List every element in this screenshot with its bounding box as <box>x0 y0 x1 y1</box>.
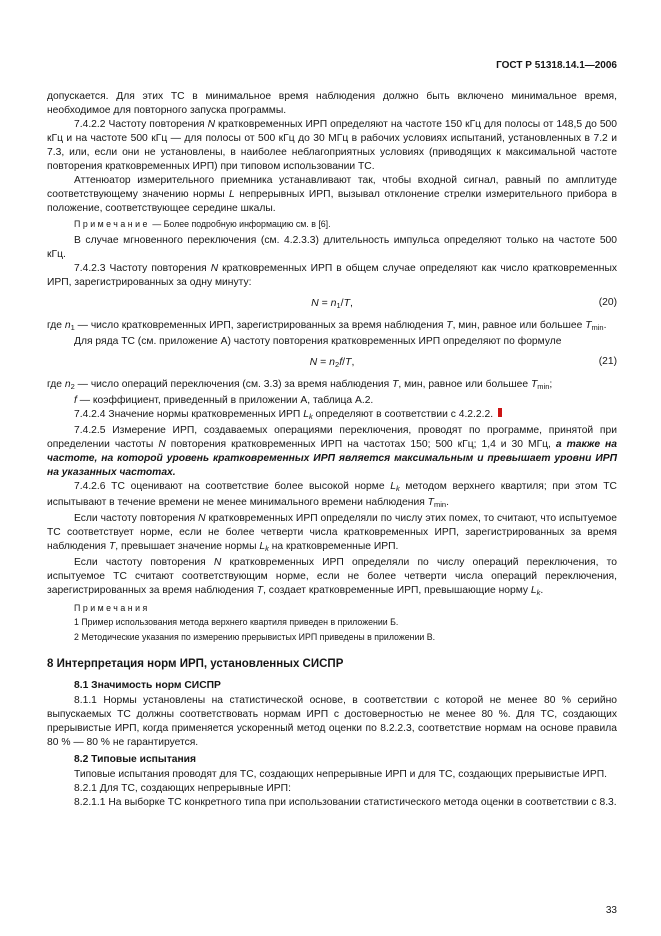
text-run: T <box>585 319 592 331</box>
text-run: / <box>342 355 346 368</box>
paragraph <box>47 796 617 810</box>
text-run: , создает кратковременные ИРП, превышающие норму <box>263 584 531 596</box>
text-run: , <box>351 355 355 368</box>
paragraph <box>47 512 617 556</box>
text-run: T <box>446 319 453 331</box>
text-run: 8.2 Типовые испытания <box>74 754 197 765</box>
text-run: 8.1 Значимость норм СИСПР <box>74 680 221 691</box>
text-run: 1 <box>70 322 75 332</box>
text-run: кратковременных ИРП в общем случае определяют как число кратковременных ИРП, зарегистрированных за одну минуту: <box>47 262 617 288</box>
subsection-heading <box>47 679 617 693</box>
paragraph <box>47 480 617 512</box>
text-run: где <box>47 378 65 390</box>
text-run: методом верхнего квартиля; при этом ТС испытывают в течение времени не менее минимального времени наблюдения <box>47 480 617 508</box>
document-body <box>47 90 617 810</box>
text-run: . <box>603 319 607 331</box>
text-run: n <box>64 319 71 331</box>
text-run: на кратковременные ИРП. <box>268 540 399 552</box>
page-number: 33 <box>605 905 617 916</box>
formula-number: (21) <box>598 355 617 367</box>
text-run: k <box>308 411 313 421</box>
text-run: . <box>540 584 544 596</box>
text-run: T <box>108 540 116 552</box>
text-run: 1 Пример использования метода верхнего квартиля приведен в приложении Б. <box>74 617 399 627</box>
text-run: 2 <box>335 359 340 369</box>
text-run: 7.4.2.6 ТС оценивают на соответствие более высокой норме <box>74 480 391 492</box>
text-run: T <box>345 355 352 368</box>
paragraph <box>47 335 617 349</box>
text-run: Если частоту повторения <box>74 556 214 568</box>
subsection-heading <box>47 753 617 767</box>
text-run: где <box>47 319 65 331</box>
text-run: 8.2.1 Для ТС, создающих непрерывные ИРП: <box>74 783 291 794</box>
text-run: — Более подробную информацию см. в [6]. <box>149 219 331 229</box>
change-marker-icon <box>498 408 502 417</box>
paragraph <box>47 118 617 174</box>
formula <box>47 296 617 313</box>
text-run: 7.4.2.5 Измерение ИРП, создаваемых операциями переключения, проводят по программе, принятой при определении частоты <box>47 424 617 450</box>
text-run: Аттенюатор измерительного приемника устанавливают так, чтобы входной сигнал, равный по амплитуде соответствующему значению нормы <box>47 175 617 200</box>
text-run: Типовые испытания проводят для ТС, создающих непрерывные ИРП и для ТС, создающих прерывистые ИРП. <box>74 769 608 780</box>
paragraph <box>47 262 617 290</box>
text-run: 8.2.1.1 На выборке ТС конкретного типа при использовании статистического метода оценки в соответствии с 8.3. <box>74 797 617 808</box>
text-run: 8 Интерпретация норм ИРП, установленных СИСПР <box>47 658 344 670</box>
text-run: Для ряда ТС (см. приложение А) частоту повторения кратковременных ИРП определяют по формуле <box>74 335 562 347</box>
text-run: N <box>210 262 219 274</box>
text-run: T <box>427 496 434 508</box>
formula <box>47 355 617 372</box>
text-run: L <box>259 540 266 552</box>
text-run: кратковременных ИРП определяли по числу этих помех, то считают, что испытуемое ТС соответствует норме, если не более четверти числа кратковременных ИРП, зарегистрированных за время наблюдения <box>47 512 618 552</box>
text-run: L <box>229 189 235 200</box>
paragraph <box>47 394 617 408</box>
text-run: В случае мгновенного переключения (см. 4.2.3.3) длительность импульса определяют только на частоте 500 кГц. <box>47 234 617 260</box>
text-run: — число кратковременных ИРП, зарегистрированных за время наблюдения <box>74 319 447 331</box>
text-run: ; <box>549 378 553 390</box>
text-run: k <box>395 483 400 493</box>
paragraph <box>47 408 617 424</box>
text-run: T <box>392 378 399 390</box>
text-run: L <box>390 480 396 492</box>
text-run: — коэффициент, приведенный в приложении А, таблица А.2. <box>76 394 374 406</box>
text-run: = <box>318 296 331 309</box>
formula-expression <box>310 356 355 368</box>
text-run: k <box>536 587 541 597</box>
text-run: Примечание <box>74 219 150 229</box>
section-heading <box>47 657 617 671</box>
definition-paragraph <box>47 378 617 394</box>
text-run: . <box>446 496 449 508</box>
text-run: 7.4.2.3 Частоту повторения <box>74 262 211 274</box>
document-content <box>47 60 617 810</box>
text-run: 1 <box>336 300 341 310</box>
paragraph <box>47 694 617 750</box>
text-run: T <box>343 296 350 309</box>
text-run: , превышает значение нормы <box>115 540 260 552</box>
text-run: min <box>433 499 447 509</box>
note <box>74 632 617 644</box>
text-run: кратковременных ИРП определяли по числу операций переключения, то испытуемое ТС считают соответствующим норме, если не более четверти числа операций переключения, зарегистрированных за время наблюдения <box>47 556 617 596</box>
text-run: / <box>340 296 344 309</box>
paragraph <box>47 90 617 118</box>
text-run: 2 <box>70 381 75 391</box>
text-run: L <box>530 584 537 596</box>
text-run: N <box>213 556 222 568</box>
text-run: повторения кратковременных ИРП на частотах 150; 500 кГц; 1,4 и 30 МГц, <box>165 438 556 450</box>
text-run: n <box>330 296 337 309</box>
text-run: N <box>198 512 206 524</box>
text-run: , <box>350 296 353 309</box>
text-run: T <box>530 378 538 390</box>
paragraph <box>47 768 617 782</box>
text-run: n <box>329 355 336 368</box>
formula-expression <box>311 297 353 309</box>
text-run: min <box>537 381 550 391</box>
text-run: N <box>309 355 318 368</box>
text-run: непрерывных ИРП, вызывал отклонение стрелки измерительного прибора в положение, соответствующее середине шкалы. <box>47 189 617 214</box>
text-run: f <box>339 355 343 368</box>
text-run: = <box>317 355 330 368</box>
text-run: определяют в соответствии с 4.2.2.2. <box>312 408 494 420</box>
text-run: 7.4.2.4 Значение нормы кратковременных ИРП <box>74 408 304 420</box>
definition-paragraph <box>47 319 617 335</box>
text-run: Если частоту повторения <box>74 512 199 524</box>
paragraph <box>47 424 617 480</box>
text-run: — число операций переключения (см. 3.3) за время наблюдения <box>74 378 393 390</box>
text-run: 8.1.1 Нормы установлены на статистической основе, в соответствии с которой не менее 80 % серийно выпускаемых ТС должны соответствовать нормам ИРП с достоверностью не менее 80 %. Для ТС, создающих прерывистые ИРП, когда применяется ускоренный метод оценки по 8.2.2.3, соответствие нормам на основе правила 80 % — 80 % не гарантируется. <box>47 695 617 748</box>
text-run: N <box>207 119 216 130</box>
note <box>74 603 617 615</box>
text-run: кратковременных ИРП определяют на частоте 150 кГц для полосы от 148,5 до 500 кГц и на частоте 500 кГц — для полосы от 500 кГц до 30 МГц в рабочих условиях испытаний, установленных в 7.2 и 7.3, или, если они не установлены, в наиболее неблагоприятных условиях (приводящих к максимальной частоте повторения кратковременных ИРП) при типовом использовании ТС. <box>47 119 617 172</box>
text-run: N <box>158 438 166 450</box>
text-run: f <box>74 394 77 406</box>
text-run: min <box>591 322 604 332</box>
note <box>74 617 617 629</box>
text-run: , мин, равное или большее <box>398 378 531 390</box>
text-run: 2 Методические указания по измерению прерывистых ИРП приведены в приложении В. <box>74 631 436 642</box>
paragraph <box>47 174 617 216</box>
note <box>74 219 617 231</box>
text-run: , мин, равное или большее <box>452 319 586 331</box>
text-run: N <box>311 296 319 309</box>
text-run: а также на частоте, на которой уровень кратковременных ИРП является максимальным и превышает уровни ИРП на указанных частотах. <box>47 438 618 478</box>
text-run: 7.4.2.2 Частоту повторения <box>74 119 208 130</box>
formula-number: (20) <box>598 296 617 308</box>
paragraph <box>47 234 617 262</box>
paragraph <box>47 556 617 600</box>
paragraph <box>47 782 617 796</box>
document-header: ГОСТ Р 51318.14.1—2006 <box>496 60 617 71</box>
text-run: Примечания <box>74 602 150 613</box>
text-run: T <box>256 584 264 596</box>
text-run: допускается. Для этих ТС в минимальное время наблюдения должно быть включено минимальное время, необходимое для повторного запуска программы. <box>47 91 617 116</box>
text-run: k <box>265 543 269 553</box>
text-run: n <box>64 378 71 390</box>
text-run: L <box>303 408 309 420</box>
